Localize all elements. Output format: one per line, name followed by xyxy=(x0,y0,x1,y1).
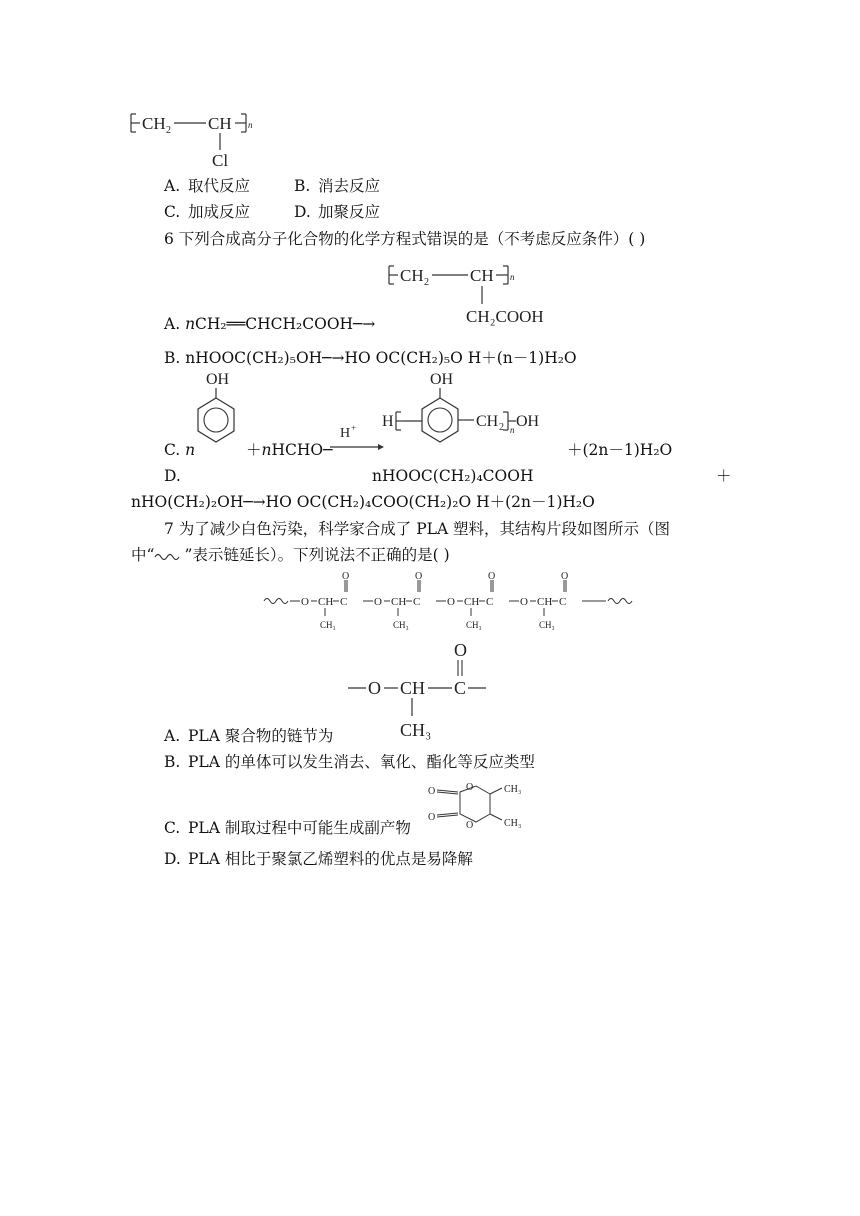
svg-text:+: + xyxy=(351,423,357,433)
chain-ch-group: CH xyxy=(391,596,407,608)
ch2-group: CH xyxy=(142,114,166,133)
svg-text:2: 2 xyxy=(499,422,504,433)
svg-text:CH₃: CH₃ xyxy=(504,784,522,795)
chain-carbonyl-o: O xyxy=(342,571,350,582)
svg-text:O: O xyxy=(428,786,436,797)
q7-option-b: B. PLA 的单体可以发生消去、氧化、酯化等反应类型 xyxy=(164,753,535,771)
svg-text:2: 2 xyxy=(166,125,171,136)
phenol-structure xyxy=(190,368,246,450)
q5-option-a: A. 取代反应 xyxy=(164,177,251,195)
svg-text:O: O xyxy=(368,678,381,698)
svg-text:O: O xyxy=(466,820,474,831)
svg-text:n: n xyxy=(510,425,515,435)
q6-option-d-line2: nHO(CH₂)₂OH─→HO OC(CH₂)₄COO(CH₂)₂O H＋(2n－1)H₂O xyxy=(131,493,595,511)
q5-option-d: D. 加聚反应 xyxy=(294,203,381,221)
ch-group: CH xyxy=(208,114,232,133)
svg-text:n: n xyxy=(510,272,515,282)
chain-carbonyl-o: O xyxy=(488,571,496,582)
acid-catalyst-arrow xyxy=(328,424,384,454)
q7-stem-line2: 中“ ”表示链延长）。下列说法不正确的是( ) xyxy=(131,546,450,564)
q6-option-a: A. nCH₂══CHCH₂COOH─→ xyxy=(164,315,376,333)
chain-ch3-group: CH₃ xyxy=(539,620,555,630)
q7-stem-line1: 7 为了减少白色污染，科学家合成了 PLA 塑料，其结构片段如图所示（图 xyxy=(164,520,671,538)
pla-chain-figure xyxy=(262,570,638,632)
chain-ch3-group: CH₃ xyxy=(393,620,409,630)
svg-text:C: C xyxy=(454,678,467,698)
svg-text:O: O xyxy=(454,640,467,660)
lactide-structure xyxy=(426,780,526,834)
chain-c-atom: C xyxy=(486,596,494,608)
chain-ch-group: CH xyxy=(318,596,334,608)
svg-text:2: 2 xyxy=(424,277,429,288)
svg-text:O: O xyxy=(428,812,436,823)
svg-text:CH: CH xyxy=(476,413,499,430)
svg-text:CH: CH xyxy=(470,266,494,285)
svg-text:CH: CH xyxy=(400,266,424,285)
phenolic-resin-structure xyxy=(382,368,568,450)
svg-text:n: n xyxy=(248,120,253,130)
q6-stem: 6 下列合成高分子化合物的化学方程式错误的是（不考虑反应条件）( ) xyxy=(164,230,646,248)
pvc-structure-figure xyxy=(128,104,278,170)
chain-ch-group: CH xyxy=(537,596,553,608)
q6-option-c-hcho: ＋nHCHO─ xyxy=(246,441,333,459)
svg-text:OH: OH xyxy=(206,371,230,388)
svg-text:CH₂COOH: CH₂COOH xyxy=(466,307,544,326)
chain-o-atom: O xyxy=(374,596,382,608)
wavy-line-icon xyxy=(154,550,184,562)
pla-repeat-unit xyxy=(346,640,492,740)
svg-text:CH₃: CH₃ xyxy=(504,818,522,829)
svg-text:CH: CH xyxy=(400,678,426,698)
q7-option-a: A. PLA 聚合物的链节为 xyxy=(164,727,334,745)
chain-o-atom: O xyxy=(447,596,455,608)
svg-text:O: O xyxy=(466,782,474,793)
q7-option-c: C. PLA 制取过程中可能生成副产物 xyxy=(164,819,411,837)
svg-text:H: H xyxy=(382,413,394,430)
q6-option-d-mid: nHOOC(CH₂)₄COOH xyxy=(372,467,534,485)
cl-atom: Cl xyxy=(212,151,229,170)
chain-ch-group: CH xyxy=(464,596,480,608)
chain-o-atom: O xyxy=(520,596,528,608)
q6-option-b: B. nHOOC(CH₂)₅OH─→HO OC(CH₂)₅O H＋(n－1)H₂O xyxy=(164,349,577,367)
q6-option-d-label: D. xyxy=(164,467,181,485)
chain-carbonyl-o: O xyxy=(415,571,423,582)
chain-c-atom: C xyxy=(413,596,421,608)
svg-text:CH₃: CH₃ xyxy=(400,720,432,740)
q7-option-d: D. PLA 相比于聚氯乙烯塑料的优点是易降解 xyxy=(164,850,473,868)
chain-ch3-group: CH₃ xyxy=(320,620,336,630)
svg-text:OH: OH xyxy=(516,413,540,430)
q5-option-c: C. 加成反应 xyxy=(164,203,251,221)
chain-c-atom: C xyxy=(340,596,348,608)
chain-ch3-group: CH₃ xyxy=(466,620,482,630)
chain-o-atom: O xyxy=(301,596,309,608)
chain-c-atom: C xyxy=(559,596,567,608)
svg-text:OH: OH xyxy=(430,371,454,388)
q6-option-c-label: C. n xyxy=(164,441,196,459)
chain-carbonyl-o: O xyxy=(561,571,569,582)
q6-option-c-rhs: ＋(2n－1)H₂O xyxy=(567,441,673,459)
q6a-product-structure xyxy=(386,262,576,332)
q5-option-b: B. 消去反应 xyxy=(294,177,381,195)
svg-text:H: H xyxy=(340,426,351,441)
q6-option-d-plus: ＋ xyxy=(716,467,732,485)
